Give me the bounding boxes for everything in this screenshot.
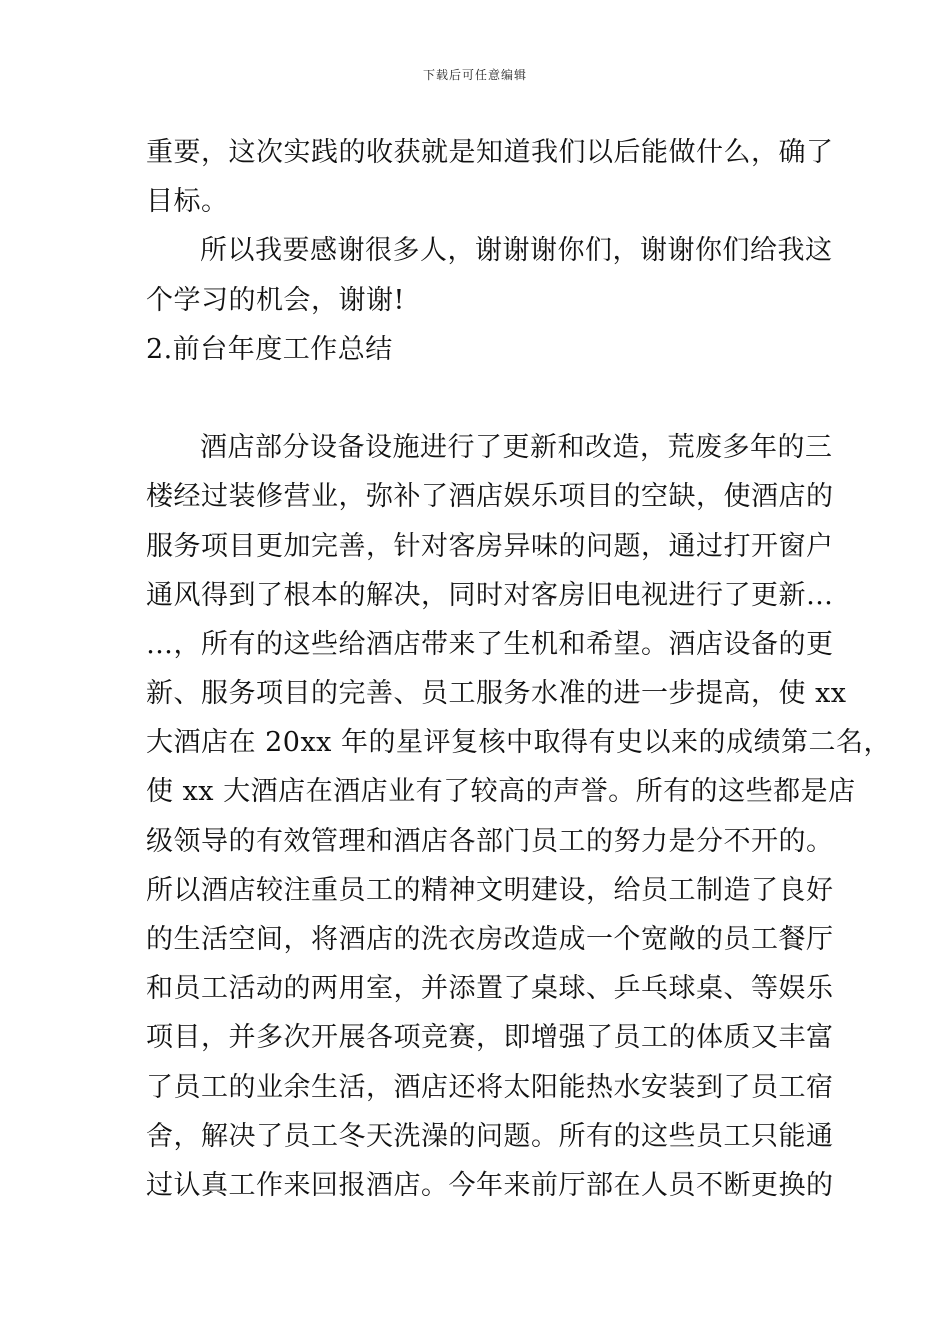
section-heading: 2.前台年度工作总结 [146,333,393,365]
text-line: 通风得到了根本的解决，同时对客房旧电视进行了更新… [146,579,834,611]
text-line: 服务项目更加完善，针对客房异味的问题，通过打开窗户 [146,530,834,562]
document-body [146,128,891,1210]
text-line: 目标。 [146,186,229,218]
text-line: 楼经过装修营业，弥补了酒店娱乐项目的空缺，使酒店的 [146,481,834,513]
page-header: 下载后可任意编辑 [422,68,527,82]
text-line: 舍，解决了员工冬天洗澡的问题。所有的这些员工只能通 [146,1120,834,1152]
text-line: 的生活空间，将酒店的洗衣房改造成一个宽敞的员工餐厅 [146,924,834,955]
text-line: 新、服务项目的完善、员工服务水准的进一步提高，使 xx [146,678,847,710]
text-line: 级领导的有效管理和酒店各部门员工的努力是分不开的。 [146,825,834,857]
text-line: 过认真工作来回报酒店。今年来前厅部在人员不断更换的 [146,1169,834,1201]
text-line: 所以我要感谢很多人，谢谢谢你们，谢谢你们给我这 [200,235,833,267]
text-line: 所以酒店较注重员工的精神文明建设，给员工制造了良好 [146,874,834,906]
text-line: 酒店部分设备设施进行了更新和改造，荒废多年的三 [200,432,833,464]
text-line: 重要，这次实践的收获就是知道我们以后能做什么，确了 [146,137,834,168]
blank-line [146,374,816,423]
text-line: 使 xx 大酒店在酒店业有了较高的声誉。所有的这些都是店 [146,776,856,808]
text-line: …，所有的这些给酒店带来了生机和希望。酒店设备的更 [146,628,834,660]
text-line: 项目，并多次开展各项竞赛，即增强了员工的体质又丰富 [146,1022,834,1054]
text-line: 和员工活动的两用室，并添置了桌球、乒乓球桌、等娱乐 [146,973,834,1005]
text-line: 了员工的业余生活，酒店还将太阳能热水安装到了员工宿 [146,1071,834,1103]
text-line: 大酒店在 20xx 年的星评复核中取得有史以来的成绩第二名， [146,727,891,759]
text-line: 个学习的机会，谢谢! [146,284,405,316]
